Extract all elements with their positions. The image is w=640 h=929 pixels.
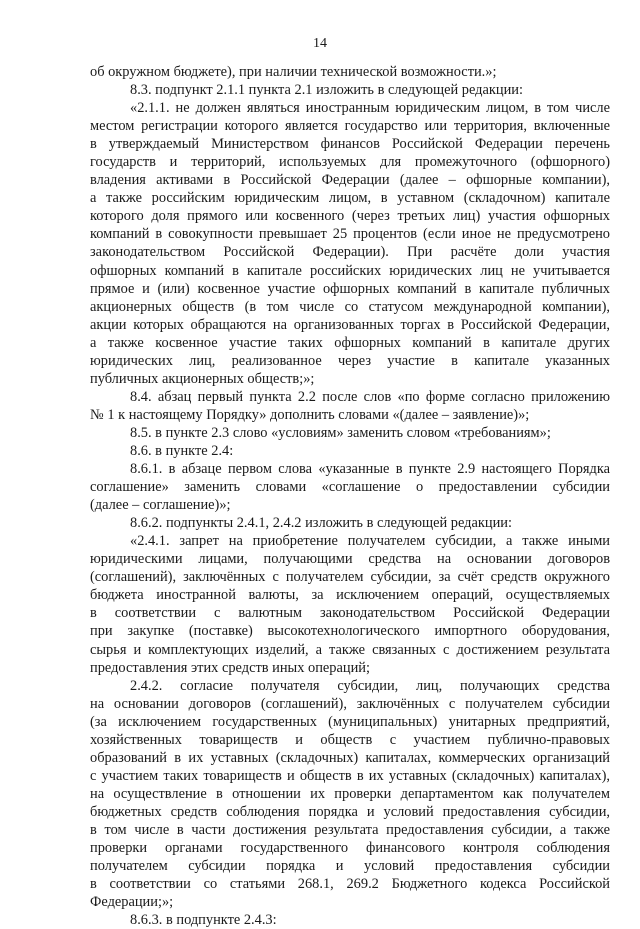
text-line: с участием таких товариществ и обществ в их уставных (складочных) капиталах), xyxy=(90,767,610,784)
text-line: публичных акционерных обществ;»; xyxy=(90,370,315,387)
page-number: 14 xyxy=(313,36,327,51)
text-line: в соответствии с валютным законодательством Российской Федерации xyxy=(90,605,610,622)
text-line: при закупке (поставке) высокотехнологического импортного оборудования, xyxy=(90,623,610,640)
text-line: (за исключением государственных (муниципальных) унитарных предприятий, xyxy=(90,713,610,730)
text-line: № 1 к настоящему Порядку» дополнить словами «(далее – заявление)»; xyxy=(90,406,530,423)
text-line: Федерации;»; xyxy=(90,894,174,911)
text-line: 8.6. в пункте 2.4: xyxy=(130,442,234,459)
text-line: бюджета иностранной валюты, за исключением операций, осуществляемых xyxy=(90,587,610,604)
text-line: на основании договоров (соглашений), заключённых с получателем субсидии xyxy=(90,695,610,712)
text-line: получателем субсидии порядка и условий предоставления субсидии xyxy=(90,858,610,875)
text-line: офшорных компаний в капитале российских юридических лиц не учитывается xyxy=(90,262,610,279)
text-line: об окружном бюджете), при наличии технической возможности.»; xyxy=(90,64,497,80)
text-line: 2.4.2. согласие получателя субсидии, лиц, получающих средства xyxy=(130,677,610,694)
text-line: предоставления этих средств иных операций; xyxy=(90,659,370,676)
text-line: прямое и (или) косвенное участие офшорных компаний в капитале публичных xyxy=(90,280,610,297)
text-line: 8.6.3. в подпункте 2.4.3: xyxy=(130,912,277,929)
text-line: 8.5. в пункте 2.3 слово «условиям» заменить словом «требованиям»; xyxy=(130,424,551,441)
document-body xyxy=(90,63,610,929)
text-line: «2.1.1. не должен являться иностранным юридическим лицом, в том числе xyxy=(130,100,610,117)
text-line: соглашение» заменить словами «соглашение о предоставлении субсидии xyxy=(90,479,610,496)
text-line: законодательством Российской Федерации). При расчёте доли участия xyxy=(90,244,610,261)
text-line: проверки органами государственного финансового контроля соблюдения xyxy=(90,840,610,857)
text-line: 8.4. абзац первый пункта 2.2 после слов «по форме согласно приложению xyxy=(130,388,610,405)
text-line: 8.6.1. в абзаце первом слова «указанные в пункте 2.9 настоящего Порядка xyxy=(130,461,610,478)
text-line: (далее – соглашение)»; xyxy=(90,497,231,514)
text-line: в соответствии со статьями 268.1, 269.2 Бюджетного кодекса Российской xyxy=(90,876,610,893)
text-line: сырья и комплектующих изделий, а также связанных с достижением результата xyxy=(90,641,610,658)
text-line: а также российским юридическим лицом, в уставном (складочном) капитале xyxy=(90,190,610,207)
text-line: местом регистрации которого является государство или территория, включенные xyxy=(90,118,610,135)
text-line: которого доля прямого или косвенного (через третьих лиц) участия офшорных xyxy=(90,208,610,225)
text-line: на осуществление в отношении их проверки департаментом как получателем xyxy=(90,785,610,802)
text-line: юридическими лицами, получающими средства на основании договоров xyxy=(90,551,610,568)
text-line: бюджетных средств соблюдения порядка и условий предоставления субсидии, xyxy=(90,803,610,820)
text-line: хозяйственных товариществ и обществ с участием публично-правовых xyxy=(90,731,610,748)
text-line: 8.6.2. подпункты 2.4.1, 2.4.2 изложить в следующей редакции: xyxy=(130,515,512,532)
text-line: юридических лиц, реализованное через участие в капитале указанных xyxy=(90,352,610,369)
text-line: а также косвенное участие таких офшорных компаний в капитале других xyxy=(90,334,610,351)
text-line: 8.3. подпункт 2.1.1 пункта 2.1 изложить в следующей редакции: xyxy=(130,82,523,99)
text-line: владения активами в Российской Федерации (далее – офшорные компании), xyxy=(90,172,610,189)
text-line: компаний в совокупности превышает 25 процентов (если иное не предусмотрено xyxy=(90,226,610,243)
text-line: в утверждаемый Министерством финансов Российской Федерации перечень xyxy=(90,136,610,153)
text-line: акционерных обществ (в том числе со статусом международной компании), xyxy=(90,298,610,315)
text-line: образований в их уставных (складочных) капиталах, коммерческих организаций xyxy=(90,749,610,766)
text-line: в том числе в части достижения результата предоставления субсидии, а также xyxy=(90,821,610,838)
text-line: «2.4.1. запрет на приобретение получателем субсидии, а также иными xyxy=(130,533,610,550)
text-line: (соглашений), заключённых с получателем субсидии, за счёт средств окружного xyxy=(90,569,610,586)
text-line: акции которых обращаются на организованных торгах в Российской Федерации, xyxy=(90,316,610,333)
text-line: государств и территорий, используемых для промежуточного (офшорного) xyxy=(90,154,610,171)
